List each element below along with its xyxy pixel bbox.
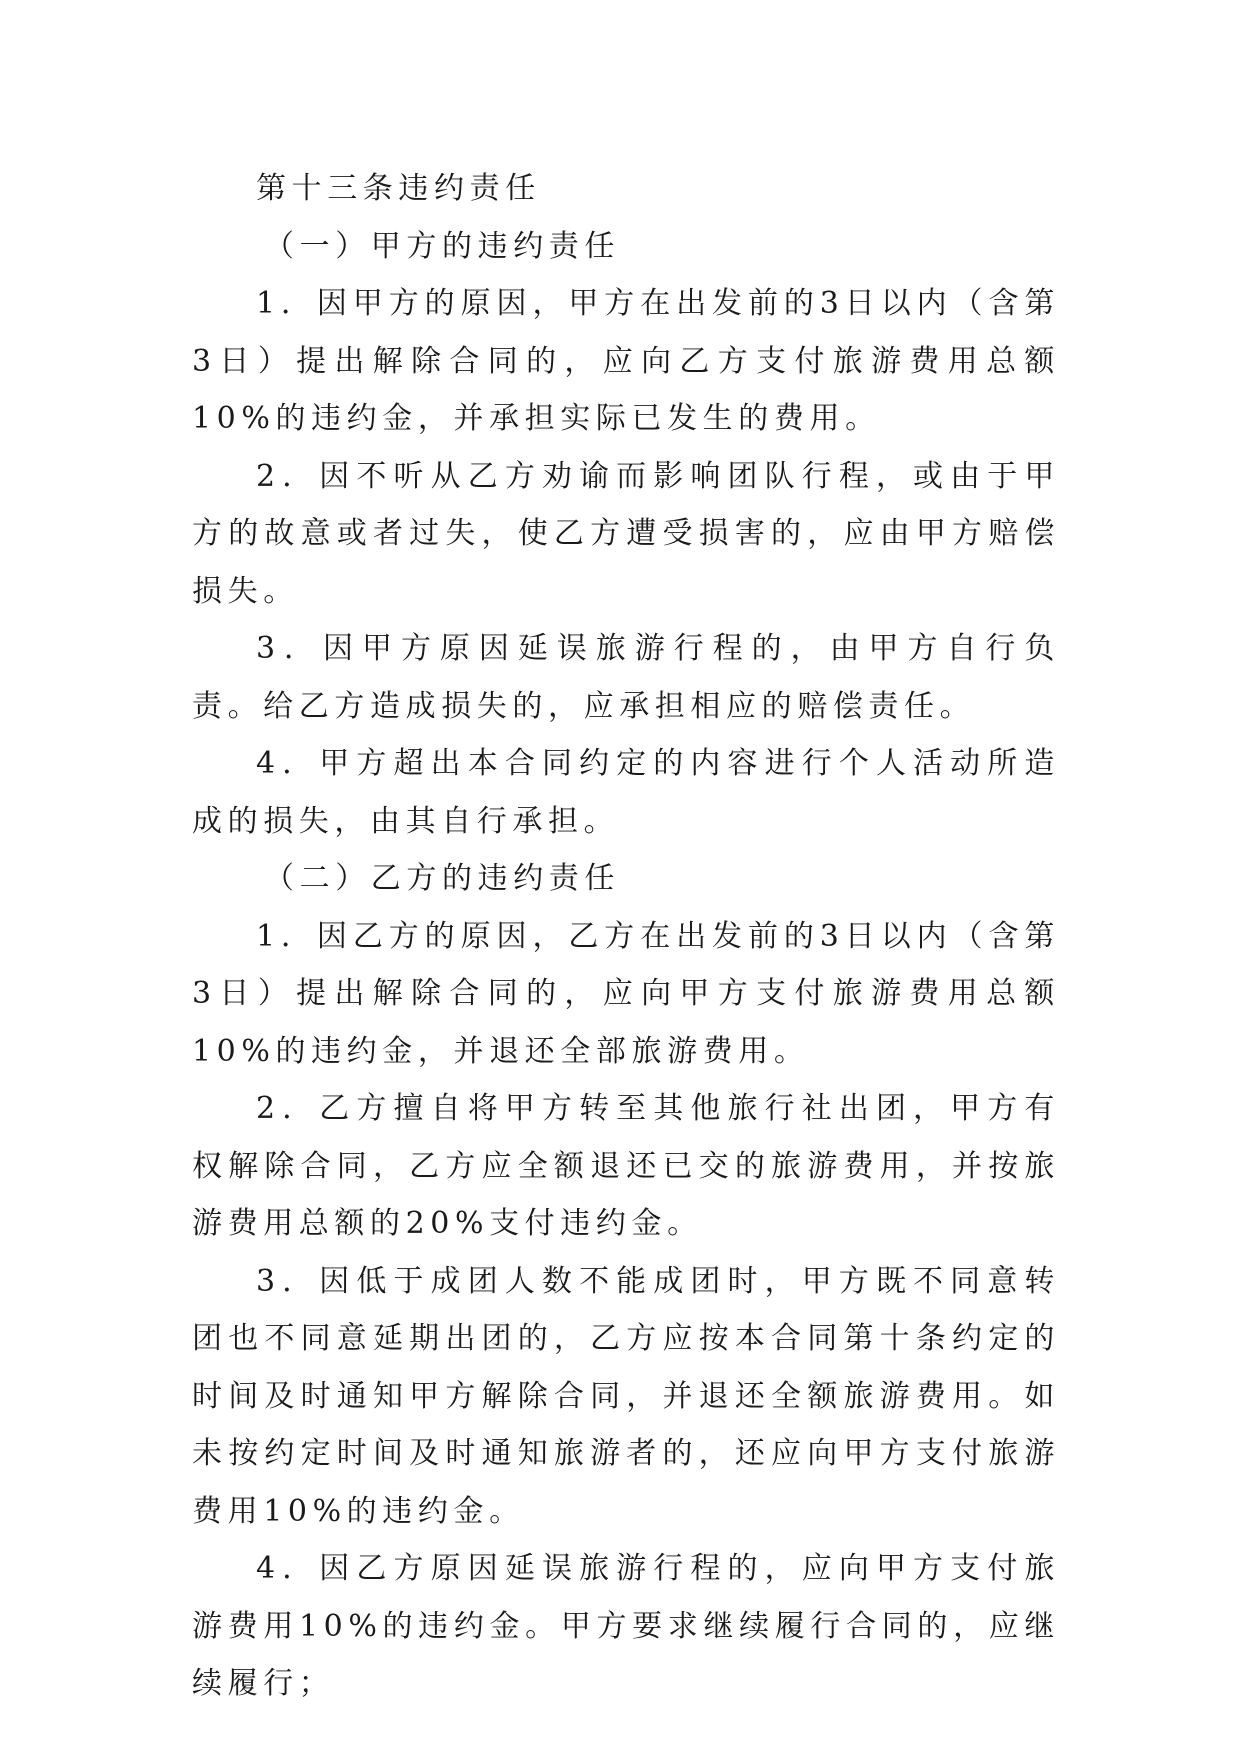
clause-b-3: 3．因低于成团人数不能成团时，甲方既不同意转团也不同意延期出团的，乙方应按本合同第十条约定的时间及时通知甲方解除合同，并退还全额旅游费用。如未按约定时间及时通知旅游者的，还应向甲方支付旅游费用10%的违约金。 xyxy=(192,1263,1060,1529)
clause-a-2: 2．因不听从乙方劝谕而影响团队行程，或由于甲方的故意或者过失，使乙方遭受损害的，应由甲方赔偿损失。 xyxy=(192,458,1060,609)
section-heading-party-a: （一）甲方的违约责任 xyxy=(264,228,620,264)
article-title: 第十三条违约责任 xyxy=(256,171,541,206)
clause-b-1: 1．因乙方的原因，乙方在出发前的3日以内（含第3日）提出解除合同的，应向甲方支付旅游费用总额10%的违约金，并退还全部旅游费用。 xyxy=(192,918,1060,1069)
clause-a-4: 4．甲方超出本合同约定的内容进行个人活动所造成的损失，由其自行承担。 xyxy=(192,746,1060,839)
clause-b-4: 4．因乙方原因延误旅游行程的，应向甲方支付旅游费用10%的违约金。甲方要求继续履行合同的，应继续履行； xyxy=(192,1551,1060,1701)
clause-a-1: 1．因甲方的原因，甲方在出发前的3日以内（含第3日）提出解除合同的，应向乙方支付旅游费用总额10%的违约金，并承担实际已发生的费用。 xyxy=(192,286,1060,436)
clause-b-2: 2．乙方擅自将甲方转至其他旅行社出团，甲方有权解除合同，乙方应全额退还已交的旅游费用，并按旅游费用总额的20%支付违约金。 xyxy=(192,1091,1060,1241)
section-heading-party-b: （二）乙方的违约责任 xyxy=(264,861,620,896)
document-body xyxy=(192,160,1060,1713)
clause-a-3: 3．因甲方原因延误旅游行程的，由甲方自行负责。给乙方造成损失的，应承担相应的赔偿责任。 xyxy=(192,631,1060,724)
